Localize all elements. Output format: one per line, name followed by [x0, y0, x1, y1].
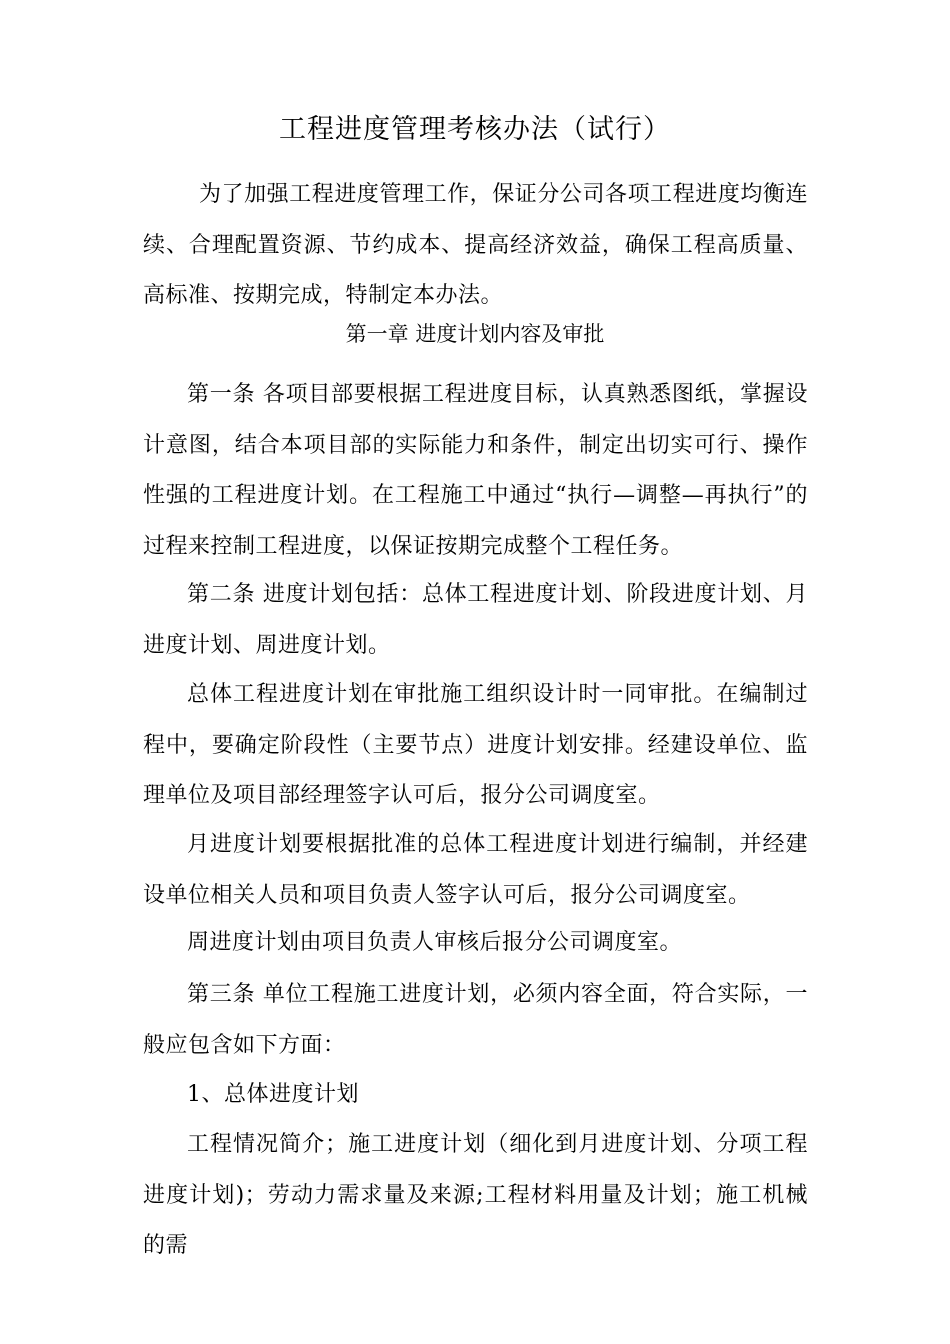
article-1-paragraph: 第一条 各项目部要根据工程进度目标，认真熟悉图纸，掌握设计意图，结合本项目部的实际能力和条件，制定出切实可行、操作性强的工程进度计划。在工程施工中通过“执行—调整—再执行”的过程来控制工程进度，以保证按期完成整个工程任务。	[143, 382, 808, 559]
document-title: 工程进度管理考核办法（试行）	[279, 114, 671, 145]
article-2-paragraph: 第二条 进度计划包括：总体工程进度计划、阶段进度计划、月进度计划、周进度计划。	[143, 582, 808, 658]
list-item-1-detail: 工程情况简介；施工进度计划（细化到月进度计划、分项工程进度计划)；劳动力需求量及来源;工程材料用量及计划；施工机械的需	[143, 1132, 808, 1258]
intro-paragraph: 为了加强工程进度管理工作，保证分公司各项工程进度均衡连续、合理配置资源、节约成本、提高经济效益，确保工程高质量、高标准、按期完成，特制定本办法。	[143, 182, 808, 308]
list-item-1: 1、总体进度计划	[187, 1082, 359, 1107]
article-3-paragraph: 第三条 单位工程施工进度计划，必须内容全面，符合实际，一般应包含如下方面：	[143, 982, 808, 1058]
chapter-heading: 第一章 进度计划内容及审批	[345, 322, 605, 346]
overall-plan-paragraph: 总体工程进度计划在审批施工组织设计时一同审批。在编制过程中，要确定阶段性（主要节点）进度计划安排。经建设单位、监理单位及项目部经理签字认可后，报分公司调度室。	[143, 682, 808, 808]
weekly-plan-paragraph: 周进度计划由项目负责人审核后报分公司调度室。	[187, 930, 683, 955]
monthly-plan-paragraph: 月进度计划要根据批准的总体工程进度计划进行编制，并经建设单位相关人员和项目负责人签字认可后，报分公司调度室。	[143, 832, 808, 908]
